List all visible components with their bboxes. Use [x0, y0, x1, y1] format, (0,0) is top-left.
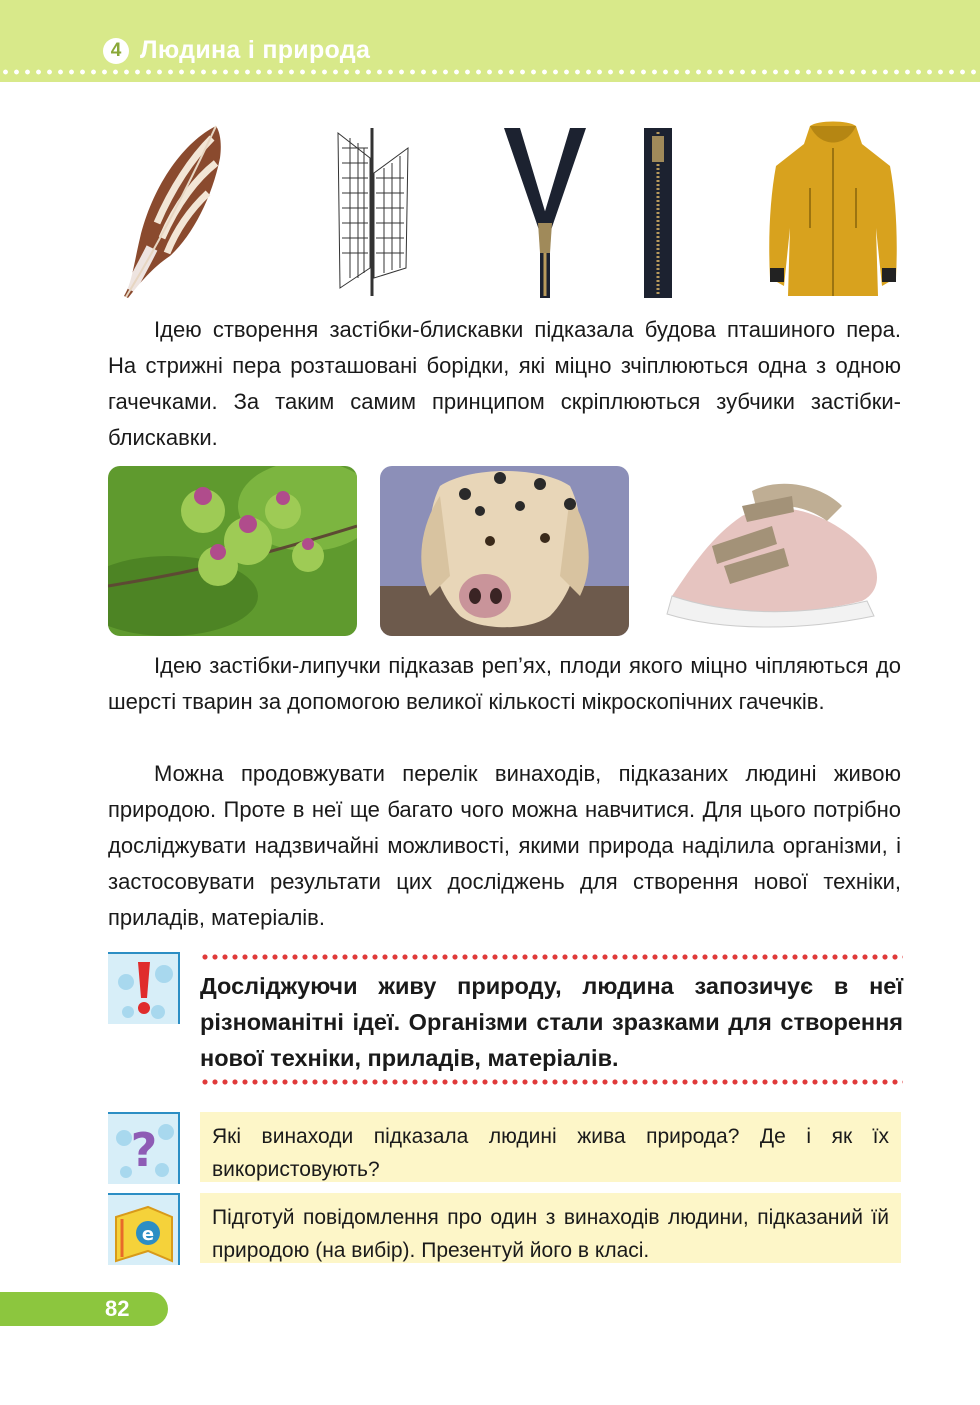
closed-zipper-photo — [638, 118, 678, 300]
svg-text:e: e — [141, 1224, 155, 1245]
question-icon — [108, 1112, 180, 1184]
svg-text:?: ? — [130, 1123, 158, 1177]
chapter-number-badge: 4 — [103, 38, 129, 64]
key-idea-bottom-dots — [200, 1078, 903, 1086]
task-box — [200, 1193, 901, 1263]
paragraph-velcro: Ідею застібки-липучки підказав реп’ях, плоди якого міцно чіпляються до шерсті тварин за допомогою великої кількості мікроскопічних гачечків. — [108, 653, 901, 714]
key-idea-top-dots — [200, 953, 903, 961]
question-box — [200, 1112, 901, 1182]
chapter-title: Людина і природа — [140, 36, 371, 64]
internet-book-icon — [108, 1193, 180, 1265]
velcro-sneakers-photo — [652, 466, 901, 636]
header-dotted-line — [0, 68, 980, 76]
yellow-jacket-photo — [768, 118, 898, 300]
burdock-photo — [108, 466, 357, 636]
paragraph-inventions: Можна продовжувати перелік винаходів, підказаних людині живою природою. Проте в неї ще багато чого можна навчитися. Для цього потрібно досліджувати надзвичайні можливості, якими природа наділила організми, і застосовувати результати цих досліджень для створення нової техніки, приладів, матеріалів. — [108, 761, 901, 930]
open-zipper-photo — [500, 118, 590, 300]
key-idea-text: Досліджуючи живу природу, людина запозичує в неї різноманітні ідеї. Організми стали зразками для створення нової техніки, приладів, матеріалів. — [200, 973, 903, 1071]
chapter-header — [0, 0, 980, 82]
page-number-tab — [0, 1292, 168, 1326]
question-text: Які винаходи підказала людині жива природа? Де і як їх використовують? — [212, 1125, 889, 1181]
page-number: 82 — [105, 1296, 130, 1321]
dog-with-burrs-photo — [380, 466, 629, 636]
feather-photo — [112, 118, 232, 300]
exclamation-icon — [108, 952, 180, 1024]
paragraph-zipper: Ідею створення застібки-блискавки підказала будова пташиного пера. На стрижні пера розташовані борідки, які міцно зчіплюються одна з одною гачечками. За таким самим принципом скріплюються зубчики застібки-блискавки. — [108, 317, 901, 450]
task-text: Підготуй повідомлення про один з винаходів людини, підказаний їй природою (на вибір). Презентуй його в класі. — [212, 1206, 889, 1262]
feather-barbs-drawing — [330, 118, 415, 300]
